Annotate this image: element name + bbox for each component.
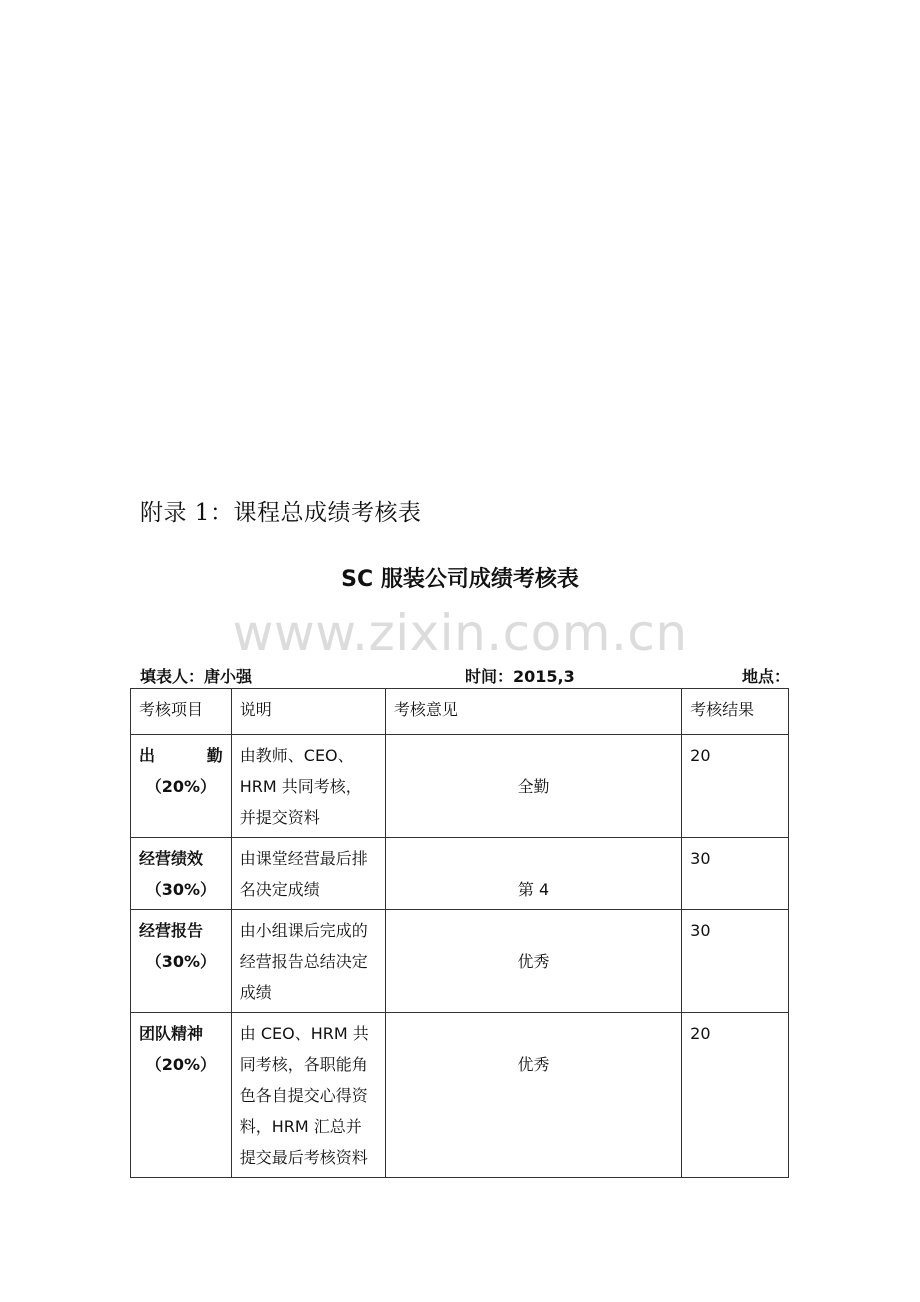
filler-label: 填表人：唐小强 <box>140 667 253 686</box>
location-label: 地点： <box>741 667 790 686</box>
item-weight: （30%） <box>145 952 217 971</box>
item-cell <box>131 1013 232 1178</box>
header-result: 考核结果 <box>682 689 789 735</box>
item-name: 团队精神 <box>139 1024 204 1043</box>
item-cell <box>131 838 232 910</box>
table-row <box>131 1013 789 1178</box>
table-row <box>131 735 789 838</box>
description-cell: 由小组课后完成的经营报告总结决定成绩 <box>231 910 385 1013</box>
watermark: www.zixin.com.cn <box>232 604 688 662</box>
opinion-cell: 全勤 <box>385 735 681 838</box>
description-cell: 由 CEO、HRM 共同考核，各职能角色各自提交心得资料，HRM 汇总并提交最后考核资料 <box>231 1013 385 1178</box>
item-weight: （30%） <box>145 880 217 899</box>
item-weight: （20%） <box>145 1055 217 1074</box>
description-cell: 由教师、CEO、HRM 共同考核，并提交资料 <box>231 735 385 838</box>
item-name: 经营报告 <box>139 921 204 940</box>
item-cell <box>131 735 232 838</box>
assessment-table <box>130 688 789 1178</box>
table-row <box>131 838 789 910</box>
result-cell: 20 <box>682 1013 789 1178</box>
table-header-row <box>131 689 789 735</box>
table-row <box>131 910 789 1013</box>
opinion-cell: 第 4 <box>385 838 681 910</box>
header-description: 说明 <box>231 689 385 735</box>
form-meta-row <box>140 664 790 688</box>
item-name: 出 勤 <box>139 746 223 765</box>
item-name: 经营绩效 <box>139 849 204 868</box>
header-opinion: 考核意见 <box>385 689 681 735</box>
time-label: 时间：2015,3 <box>465 667 575 686</box>
description-cell: 由课堂经营最后排名决定成绩 <box>231 838 385 910</box>
appendix-title: 附录 1：课程总成绩考核表 <box>140 500 422 526</box>
result-cell: 30 <box>682 910 789 1013</box>
header-item: 考核项目 <box>131 689 232 735</box>
document-title: SC 服装公司成绩考核表 <box>341 567 579 592</box>
result-cell: 20 <box>682 735 789 838</box>
opinion-cell: 优秀 <box>385 1013 681 1178</box>
result-cell: 30 <box>682 838 789 910</box>
opinion-cell: 优秀 <box>385 910 681 1013</box>
item-cell <box>131 910 232 1013</box>
item-weight: （20%） <box>145 777 217 796</box>
